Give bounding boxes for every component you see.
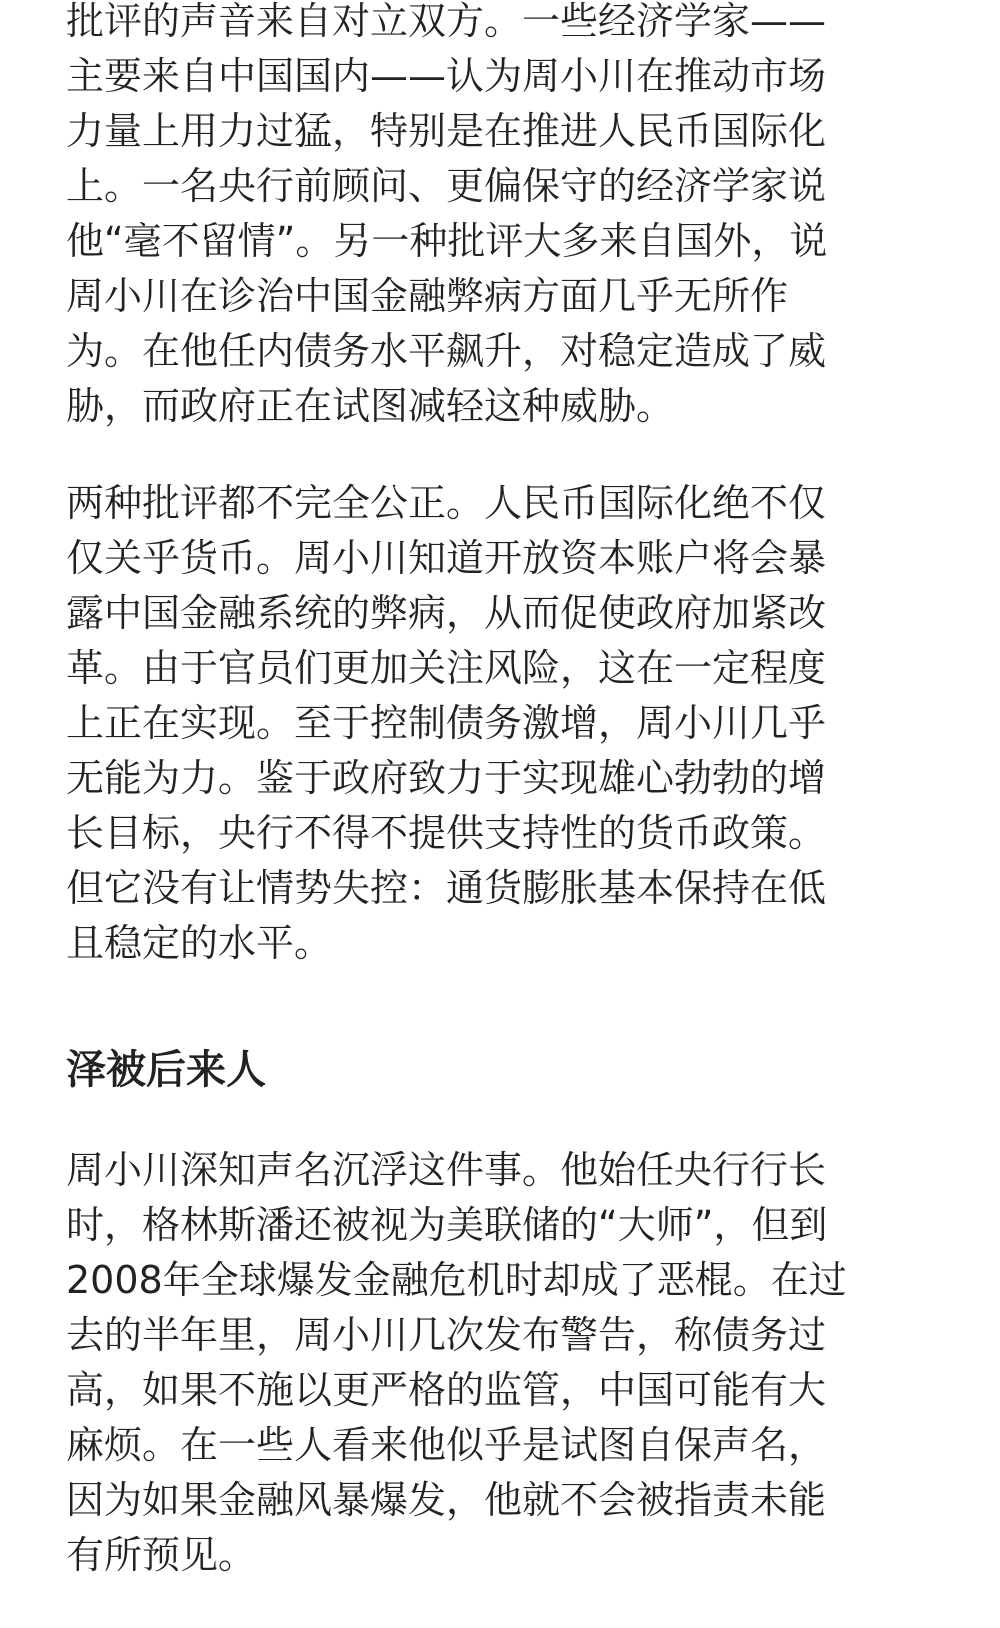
text-line: 革。由于官员们更加关注风险，这在一定程度 [66,646,827,690]
text-line: 2008年全球爆发金融危机时却成了恶棍。在过 [66,1258,847,1302]
text-line: 两种批评都不完全公正。人民币国际化绝不仅 [66,481,827,525]
text-line: 上。一名央行前顾问、更偏保守的经济学家说 [66,164,827,208]
paragraph [66,1143,847,1583]
text-line: 高，如果不施以更严格的监管，中国可能有大 [66,1368,827,1412]
paragraph [66,0,827,434]
text-line: 胁，而政府正在试图减轻这种威胁。 [66,384,675,428]
text-line: 长目标，央行不得不提供支持性的货币政策。 [66,811,827,855]
text-line: 批评的声音来自对立双方。一些经济学家—— [66,0,827,43]
text-line: 主要来自中国国内——认为周小川在推动市场 [66,54,827,98]
paragraph [66,476,826,971]
text-line: 为。在他任内债务水平飙升，对稳定造成了威 [66,329,827,373]
text-line: 他“毫不留情”。另一种批评大多来自国外，说 [66,219,828,263]
text-line: 因为如果金融风暴爆发，他就不会被指责未能 [66,1478,827,1522]
text-line: 周小川深知声名沉浮这件事。他始任央行行长 [66,1148,827,1192]
text-line: 周小川在诊治中国金融弊病方面几乎无所作 [66,274,789,318]
text-line: 有所预见。 [66,1533,257,1577]
text-line: 但它没有让情势失控：通货膨胀基本保持在低 [66,866,827,910]
text-line: 去的半年里，周小川几次发布警告，称债务过 [66,1313,827,1357]
text-line: 且稳定的水平。 [66,921,333,965]
text-line: 仅关乎货币。周小川知道开放资本账户将会暴 [66,536,827,580]
text-line: 无能为力。鉴于政府致力于实现雄心勃勃的增 [66,756,827,800]
section-heading: 泽被后来人 [66,1047,266,1093]
text-line: 露中国金融系统的弊病，从而促使政府加紧改 [66,591,827,635]
text-line: 上正在实现。至于控制债务激增，周小川几乎 [66,701,827,745]
text-line: 力量上用力过猛，特别是在推进人民币国际化 [66,109,827,153]
text-line: 时，格林斯潘还被视为美联储的“大师”，但到 [66,1203,828,1247]
text-line: 麻烦。在一些人看来他似乎是试图自保声名， [66,1423,827,1467]
